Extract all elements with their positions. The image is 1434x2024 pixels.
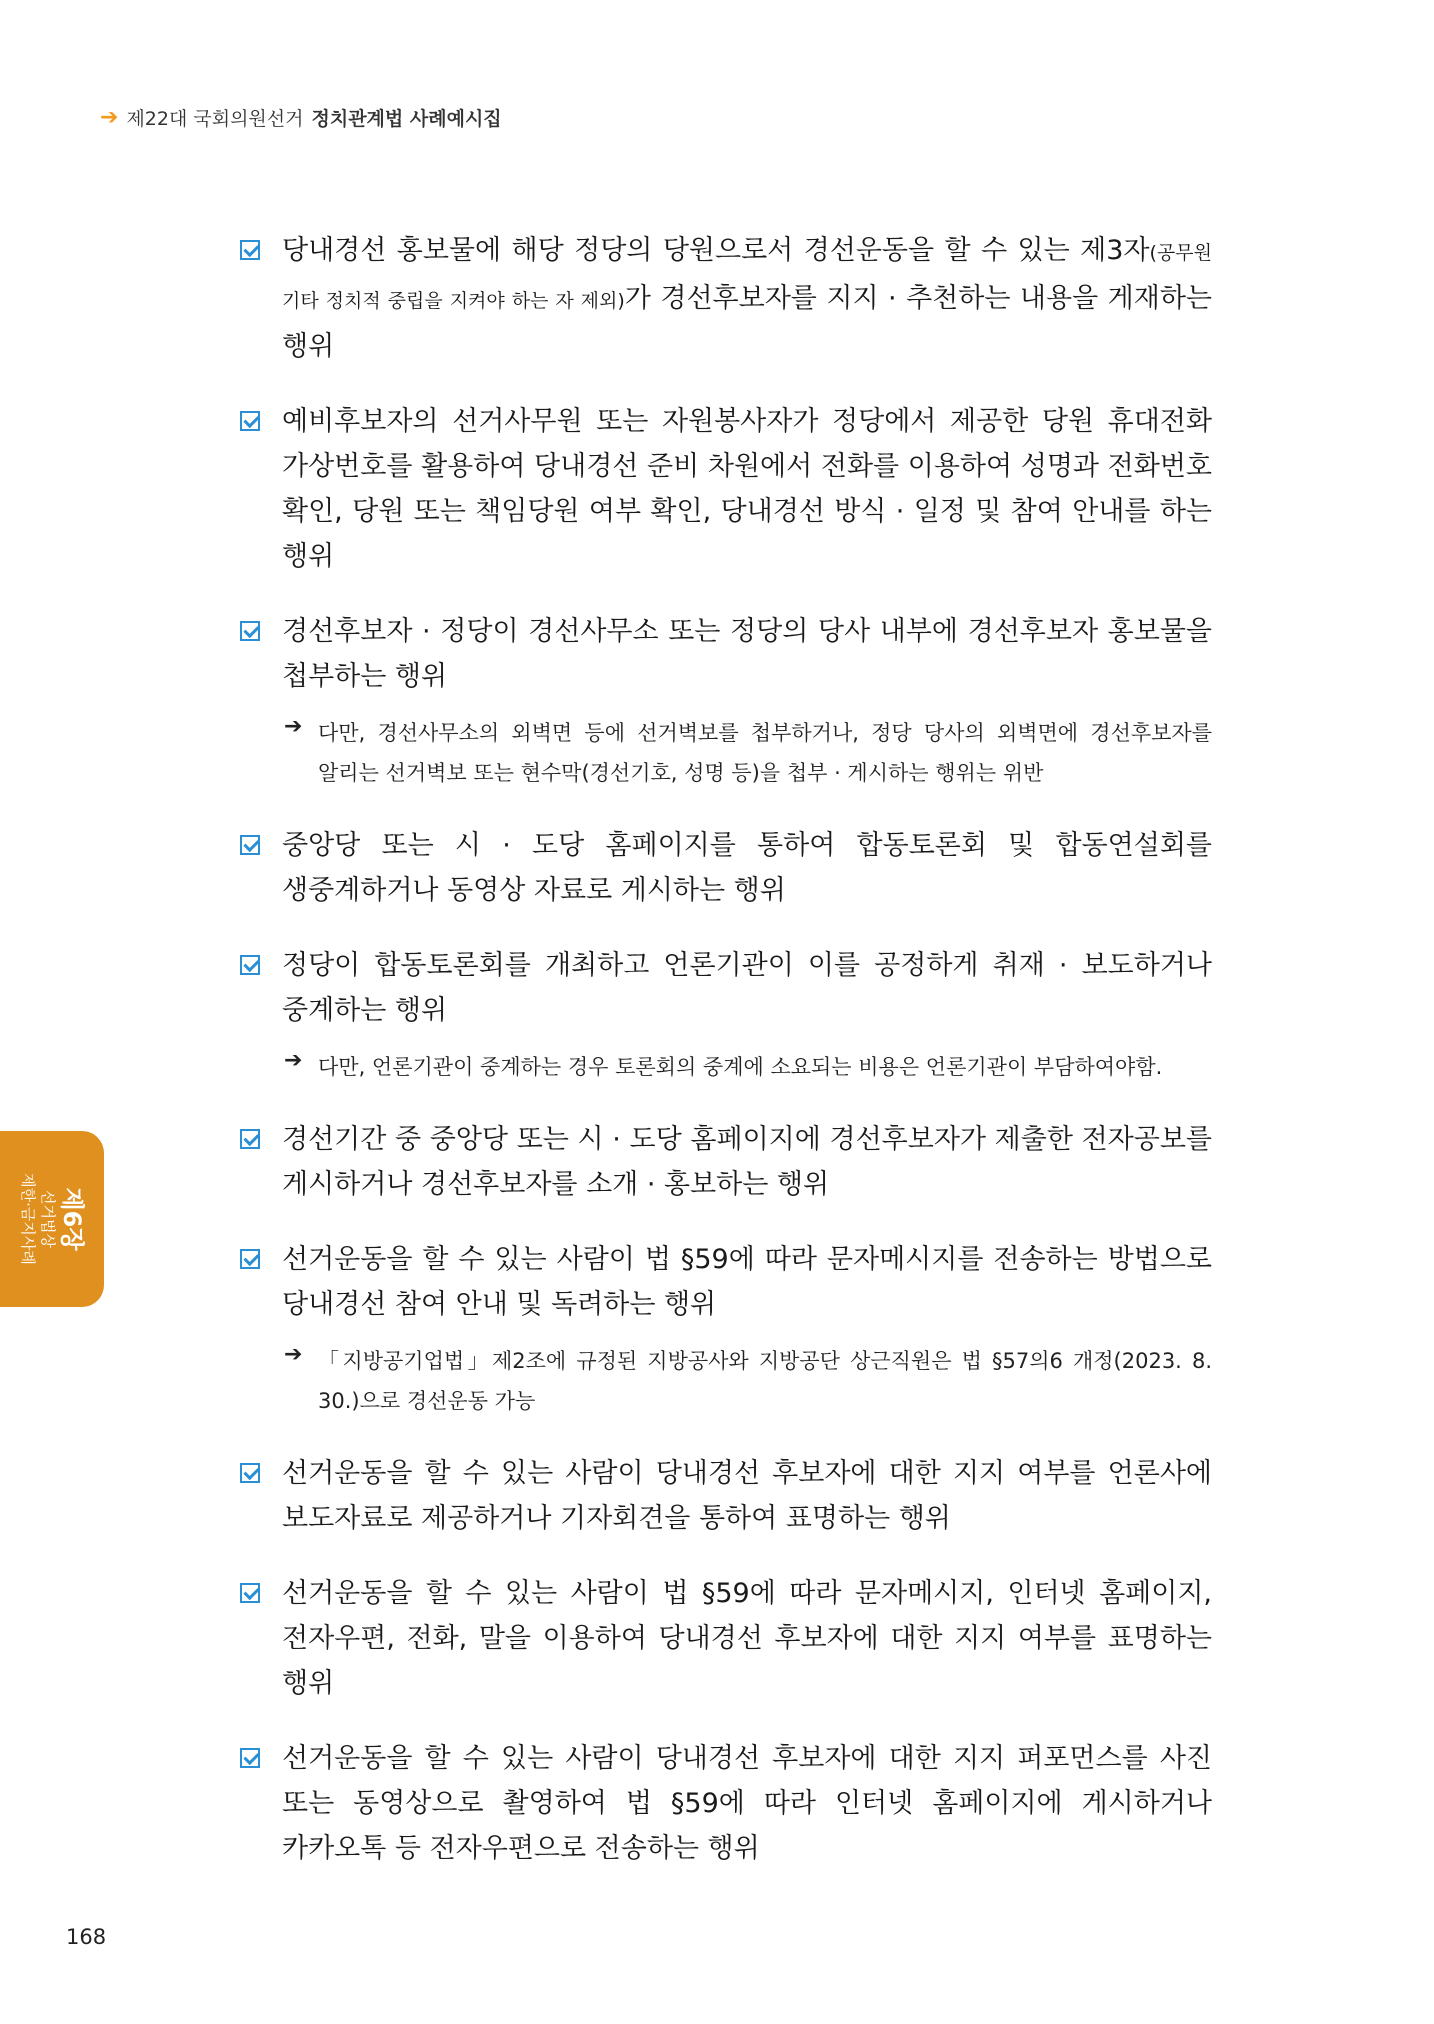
item-text: 경선기간 중 중앙당 또는 시 · 도당 홈페이지에 경선후보자가 제출한 전자공보를 게시하거나 경선후보자를 소개 · 홍보하는 행위: [282, 1124, 1212, 1200]
note-text: 다만, 경선사무소의 외벽면 등에 선거벽보를 첩부하거나, 정당 당사의 외벽면에 경선후보자를 알리는 선거벽보 또는 현수막(경선기호, 성명 등)을 첩부 · 게시하는 행위는 위반: [318, 721, 1212, 785]
chapter-subtitle-line1: 선거법상: [39, 1190, 57, 1248]
list-item: [240, 1571, 1212, 1706]
item-list: [240, 228, 1212, 1901]
list-item: [240, 1117, 1212, 1207]
item-text: 예비후보자의 선거사무원 또는 자원봉사자가 정당에서 제공한 당원 휴대전화 가상번호를 활용하여 당내경선 준비 차원에서 전화를 이용하여 성명과 전화번호 확인, 당원 또는 책임당원 여부 확인, 당내경선 방식 · 일정 및 참여 안내를 하는 행위: [282, 406, 1212, 572]
list-item: [240, 1237, 1212, 1421]
list-item: [240, 1736, 1212, 1871]
item-text: 당내경선 홍보물에 해당 정당의 당원으로서 경선운동을 할 수 있는 제3자(공무원 기타 정치적 중립을 지켜야 하는 자 제외)가 경선후보자를 지지 · 추천하는 내용을 게재하는 행위: [282, 235, 1212, 362]
arrow-right-icon: ➔: [100, 104, 119, 130]
item-text: 선거운동을 할 수 있는 사람이 당내경선 후보자에 대한 지지 퍼포먼스를 사진 또는 동영상으로 촬영하여 법 §59에 따라 인터넷 홈페이지에 게시하거나 카카오톡 등 전자우편으로 전송하는 행위: [282, 1743, 1212, 1864]
header-prefix: 제22대 국회의원선거: [126, 107, 304, 130]
checkbox-checked-icon: [240, 1249, 260, 1269]
checkbox-checked-icon: [240, 955, 260, 975]
chapter-tab: [0, 1131, 104, 1307]
item-text: 선거운동을 할 수 있는 사람이 법 §59에 따라 문자메시지, 인터넷 홈페이지, 전자우편, 전화, 말을 이용하여 당내경선 후보자에 대한 지지 여부를 표명하는 행위: [282, 1578, 1212, 1699]
running-header: [100, 100, 502, 134]
item-text: 중앙당 또는 시 · 도당 홈페이지를 통하여 합동토론회 및 합동연설회를 생중계하거나 동영상 자료로 게시하는 행위: [282, 830, 1212, 906]
checkbox-checked-icon: [240, 1129, 260, 1149]
item-text: 정당이 합동토론회를 개최하고 언론기관이 이를 공정하게 취재 · 보도하거나 중계하는 행위: [282, 950, 1212, 1026]
list-item: [240, 943, 1212, 1087]
item-text: 경선후보자 · 정당이 경선사무소 또는 정당의 당사 내부에 경선후보자 홍보물을 첩부하는 행위: [282, 616, 1212, 692]
arrow-right-icon: ➔: [284, 1048, 303, 1073]
item-note: [282, 713, 1212, 793]
checkbox-checked-icon: [240, 1583, 260, 1603]
item-note: [282, 1047, 1212, 1087]
checkbox-checked-icon: [240, 1463, 260, 1483]
checkbox-checked-icon: [240, 835, 260, 855]
list-item: [240, 228, 1212, 369]
list-item: [240, 399, 1212, 579]
note-text: 다만, 언론기관이 중계하는 경우 토론회의 중계에 소요되는 비용은 언론기관이 부담하여야함.: [318, 1055, 1163, 1079]
item-note: [282, 1341, 1212, 1421]
checkbox-checked-icon: [240, 240, 260, 260]
list-item: [240, 823, 1212, 913]
item-text: 선거운동을 할 수 있는 사람이 법 §59에 따라 문자메시지를 전송하는 방법으로 당내경선 참여 안내 및 독려하는 행위: [282, 1244, 1212, 1320]
arrow-right-icon: ➔: [284, 1342, 303, 1367]
list-item: [240, 1451, 1212, 1541]
checkbox-checked-icon: [240, 411, 260, 431]
chapter-title: 제6장: [58, 1187, 86, 1251]
list-item: [240, 609, 1212, 793]
chapter-tab-label: [18, 1173, 86, 1265]
checkbox-checked-icon: [240, 621, 260, 641]
chapter-subtitle-line2: 제한·금지사례: [19, 1173, 37, 1265]
header-title: 정치관계법 사례예시집: [311, 107, 502, 130]
note-text: 「지방공기업법」제2조에 규정된 지방공사와 지방공단 상근직원은 법 §57의6 개정(2023. 8. 30.)으로 경선운동 가능: [318, 1349, 1212, 1413]
arrow-right-icon: ➔: [284, 714, 303, 739]
item-text: 선거운동을 할 수 있는 사람이 당내경선 후보자에 대한 지지 여부를 언론사에 보도자료로 제공하거나 기자회견을 통하여 표명하는 행위: [282, 1458, 1212, 1534]
page-number: 168: [66, 1925, 107, 1949]
checkbox-checked-icon: [240, 1748, 260, 1768]
